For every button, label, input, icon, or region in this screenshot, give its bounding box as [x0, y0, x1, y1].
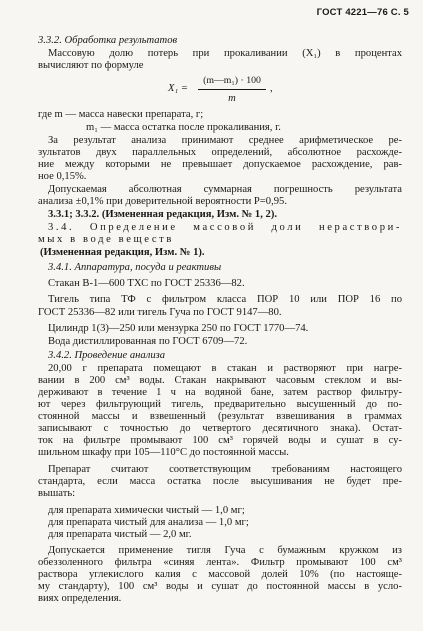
paragraph-line: Допускается применение тигля Гуча с бумажным кружком из [48, 545, 402, 556]
paragraph-line: держивают в течение 1 ч на водяной бане, затем раствор фильтру- [38, 387, 402, 398]
section-3-3-2-title: 3.3.2. Обработка результатов [38, 35, 178, 46]
section-3-4-2-title: 3.4.2. Проведение анализа [48, 350, 166, 361]
equipment-item: Вода дистиллированная по ГОСТ 6709—72. [48, 336, 248, 347]
paragraph-line: стоянной массы и взвешенный (результат взвешивания в граммах [38, 411, 402, 422]
section-3-4-1-title: 3.4.1. Аппаратура, посуда и реактивы [48, 262, 222, 273]
amendment-note: (Измененная редакция, Изм. № 1). [40, 247, 205, 258]
paragraph-line: му стандарту), 100 см³ воды и сушат до постоянной массы в усло- [38, 581, 402, 592]
paragraph-line: За результат анализа принимают среднее арифметическое ре- [48, 135, 402, 146]
section-3-4-heading: мых в воде веществ [38, 234, 174, 245]
paragraph-line: шильном шкафу при 105—110°С до постоянной массы. [38, 447, 289, 458]
equipment-item: Цилиндр 1(3)—250 или мензурка 250 по ГОСТ 1770—74. [48, 323, 309, 334]
paragraph-line: виях определения. [38, 593, 122, 604]
formula-numerator: (m—m₁) · 100 [203, 75, 261, 86]
list-item: для препарата химически чистый — 1,0 мг; [48, 505, 245, 516]
where-line: где m — масса навески препарата, г; [38, 109, 204, 120]
paragraph-line: вычисляют по формуле [38, 60, 144, 71]
paragraph-line: записывают с точностью до четвертого десятичного знака). Остат- [38, 423, 402, 434]
paragraph-line: Препарат считают соответствующим требованиям настоящего [48, 464, 402, 475]
fraction-bar [198, 89, 266, 90]
paragraph-line: зультатов двух параллельных определений, абсолютное расхожде- [38, 147, 402, 158]
section-3-4-heading: 3.4. Определение массовой доли нераствори- [48, 222, 402, 233]
paragraph-line: обеззоленного фильтра «синяя лента». Фильтр промывают 100 см³ [38, 557, 402, 568]
list-item: для препарата чистый — 2,0 мг. [48, 529, 192, 540]
list-item: для препарата чистый для анализа — 1,0 мг; [48, 517, 249, 528]
where-line: m₁ — масса остатка после прокаливания, г. [86, 122, 281, 133]
formula-comma: , [270, 83, 273, 94]
amendment-note: 3.3.1; 3.3.2. (Измененная редакция, Изм. № 1, 2). [48, 209, 278, 220]
equipment-item: Тигель типа ТФ с фильтром класса ПОР 10 или ПОР 16 по [48, 294, 402, 305]
paragraph-line: Массовую долю потерь при прокаливании (X₁) в процентах [48, 48, 402, 59]
paragraph-line: стандарта, если масса остатка после высушивания не будет пре- [38, 476, 402, 487]
paragraph-line: вышать: [38, 488, 76, 499]
paragraph-line: раствора углекислого калия с массовой долей 10% (по настояще- [38, 569, 402, 580]
paragraph-line: ют через фильтрующий тигель, предварительно высушенный до по- [38, 399, 402, 410]
paragraph-line: ное 0,15%. [38, 171, 87, 182]
paragraph-line: 20,00 г препарата помещают в стакан и растворяют при нагре- [48, 363, 402, 374]
equipment-item: Стакан В-1—600 ТХС по ГОСТ 25336—82. [48, 278, 245, 289]
formula-denominator: m [228, 93, 236, 104]
paragraph-line: ток на фильтре промывают 100 см³ горячей воды и сушат в су- [38, 435, 402, 446]
paragraph-line: ние между которыми не превышает допускаемое расхождение, рав- [38, 159, 402, 170]
formula-lhs: X₁ = [168, 83, 188, 94]
page-header: ГОСТ 4221—76 С. 5 [316, 7, 409, 18]
paragraph-line: Допускаемая абсолютная суммарная погрешность результата [48, 184, 402, 195]
formula [168, 73, 278, 107]
equipment-item: ГОСТ 25336—82 или тигель Гуча по ГОСТ 9147—80. [38, 307, 282, 318]
paragraph-line: анализа ±0,1% при доверительной вероятности P=0,95. [38, 196, 287, 207]
paragraph-line: вании в 200 см³ воды. Стакан накрывают часовым стеклом и вы- [38, 375, 402, 386]
